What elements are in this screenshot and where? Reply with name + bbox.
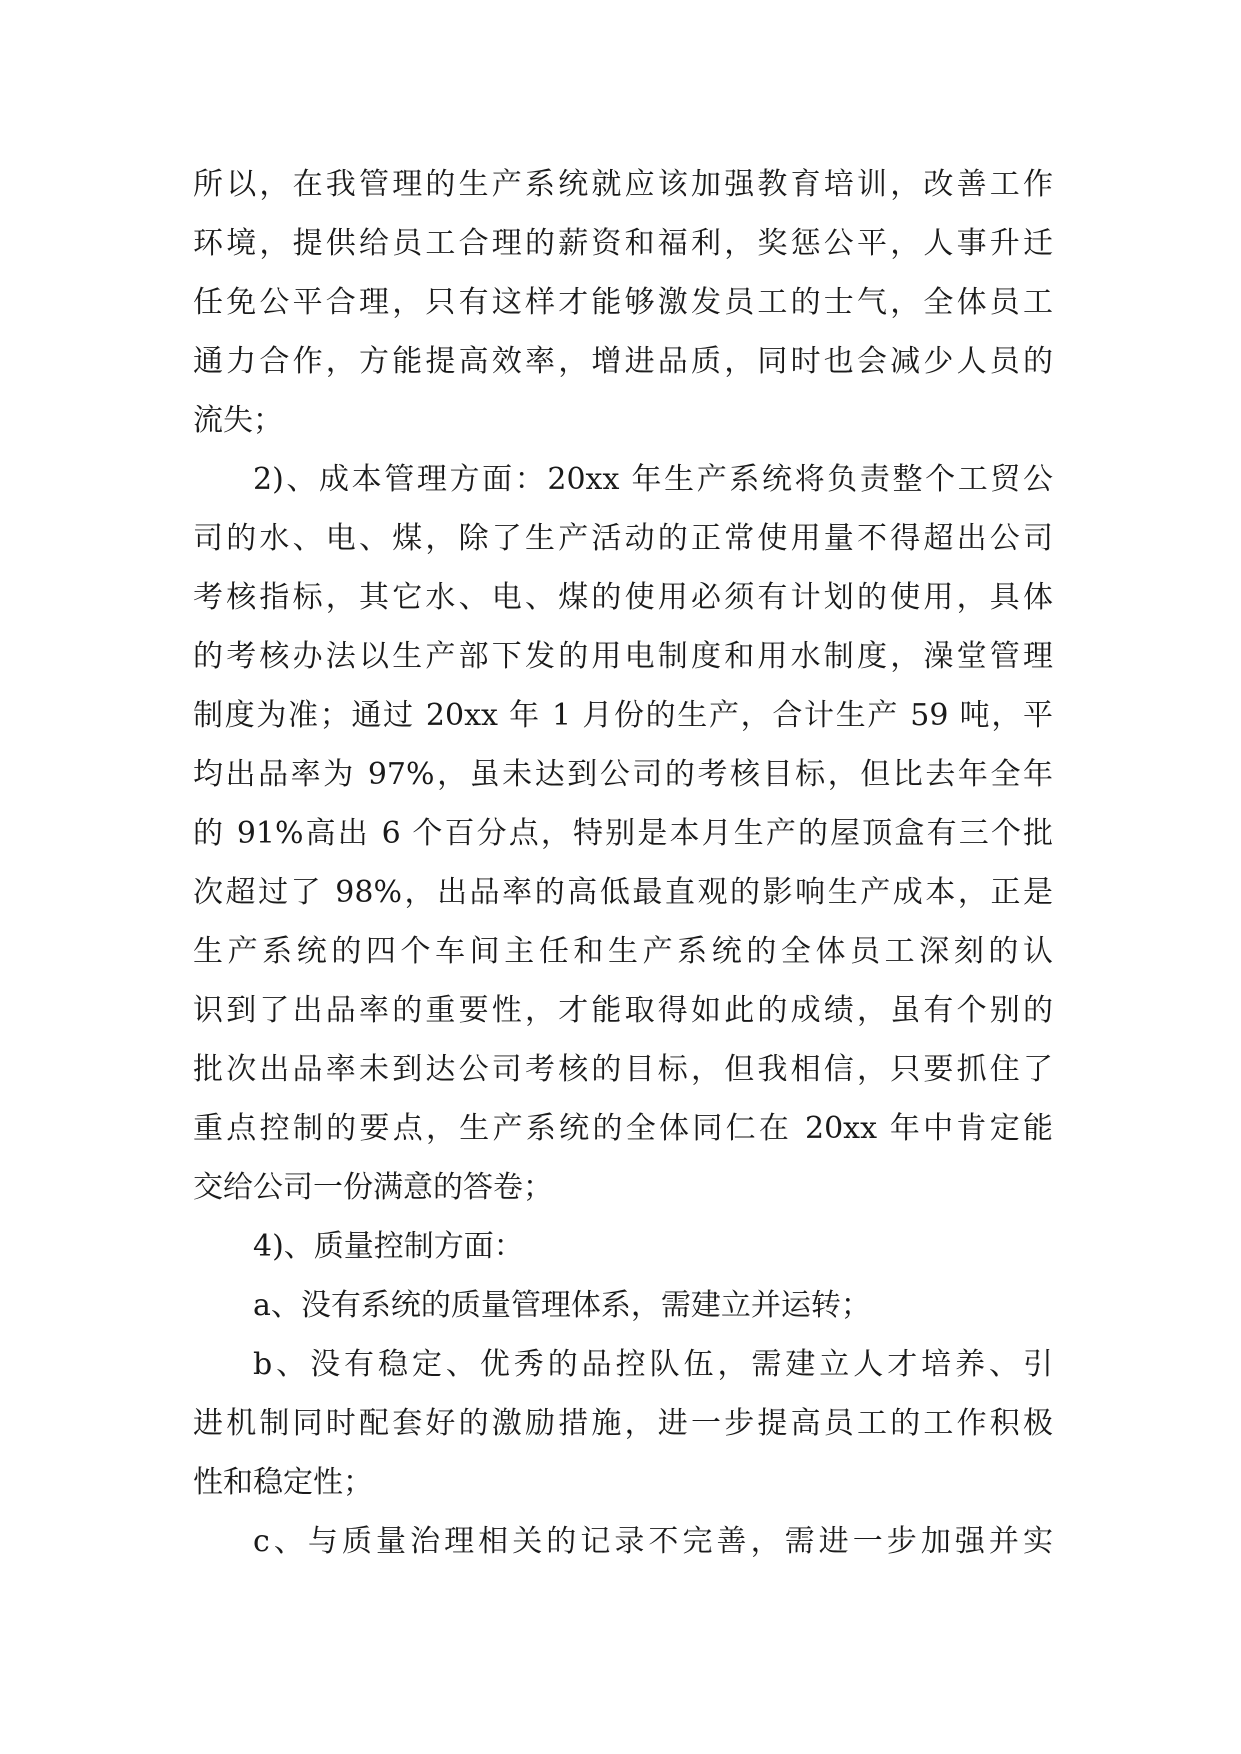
text-line-5: 流失；	[193, 403, 283, 438]
text-line-10: 制度为准；通过 20xx 年 1 月份的生产，合计生产 59 吨，平	[193, 698, 1053, 733]
text-line-4: 通力合作，方能提高效率，增进品质，同时也会减少人员的	[193, 344, 1053, 379]
text-line-17: 重点控制的要点，生产系统的全体同仁在 20xx 年中肯定能	[193, 1111, 1053, 1146]
text-line-15: 识到了出品率的重要性，才能取得如此的成绩，虽有个别的	[193, 993, 1053, 1028]
text-line-14: 生产系统的四个车间主任和生产系统的全体员工深刻的认	[193, 934, 1053, 969]
text-line-13: 次超过了 98%，出品率的高低最直观的影响生产成本，正是	[193, 875, 1053, 910]
text-line-22: 进机制同时配套好的激励措施，进一步提高员工的工作积极	[193, 1406, 1053, 1441]
text-line-21: b、没有稳定、优秀的品控队伍，需建立人才培养、引	[253, 1347, 1053, 1382]
text-line-24: c、与质量治理相关的记录不完善，需进一步加强并实	[253, 1524, 1053, 1559]
text-line-1: 所以，在我管理的生产系统就应该加强教育培训，改善工作	[193, 167, 1053, 202]
text-line-18: 交给公司一份满意的答卷；	[193, 1170, 553, 1205]
text-line-2: 环境，提供给员工合理的薪资和福利，奖惩公平，人事升迁	[193, 226, 1053, 261]
text-line-12: 的 91%高出 6 个百分点，特别是本月生产的屋顶盒有三个批	[193, 816, 1053, 851]
text-line-9: 的考核办法以生产部下发的用电制度和用水制度，澡堂管理	[193, 639, 1053, 674]
text-line-3: 任免公平合理，只有这样才能够激发员工的士气，全体员工	[193, 285, 1053, 320]
document-body	[193, 155, 1053, 1571]
text-line-16: 批次出品率未到达公司考核的目标，但我相信，只要抓住了	[193, 1052, 1053, 1087]
text-line-20: a、没有系统的质量管理体系，需建立并运转；	[253, 1288, 871, 1323]
text-line-7: 司的水、电、煤，除了生产活动的正常使用量不得超出公司	[193, 521, 1053, 556]
text-line-11: 均出品率为 97%，虽未达到公司的考核目标，但比去年全年	[193, 757, 1053, 792]
text-line-19: 4)、质量控制方面：	[253, 1229, 524, 1264]
text-line-8: 考核指标，其它水、电、煤的使用必须有计划的使用，具体	[193, 580, 1053, 615]
text-line-6: 2)、成本管理方面：20xx 年生产系统将负责整个工贸公	[253, 462, 1053, 497]
text-line-23: 性和稳定性；	[193, 1465, 373, 1500]
